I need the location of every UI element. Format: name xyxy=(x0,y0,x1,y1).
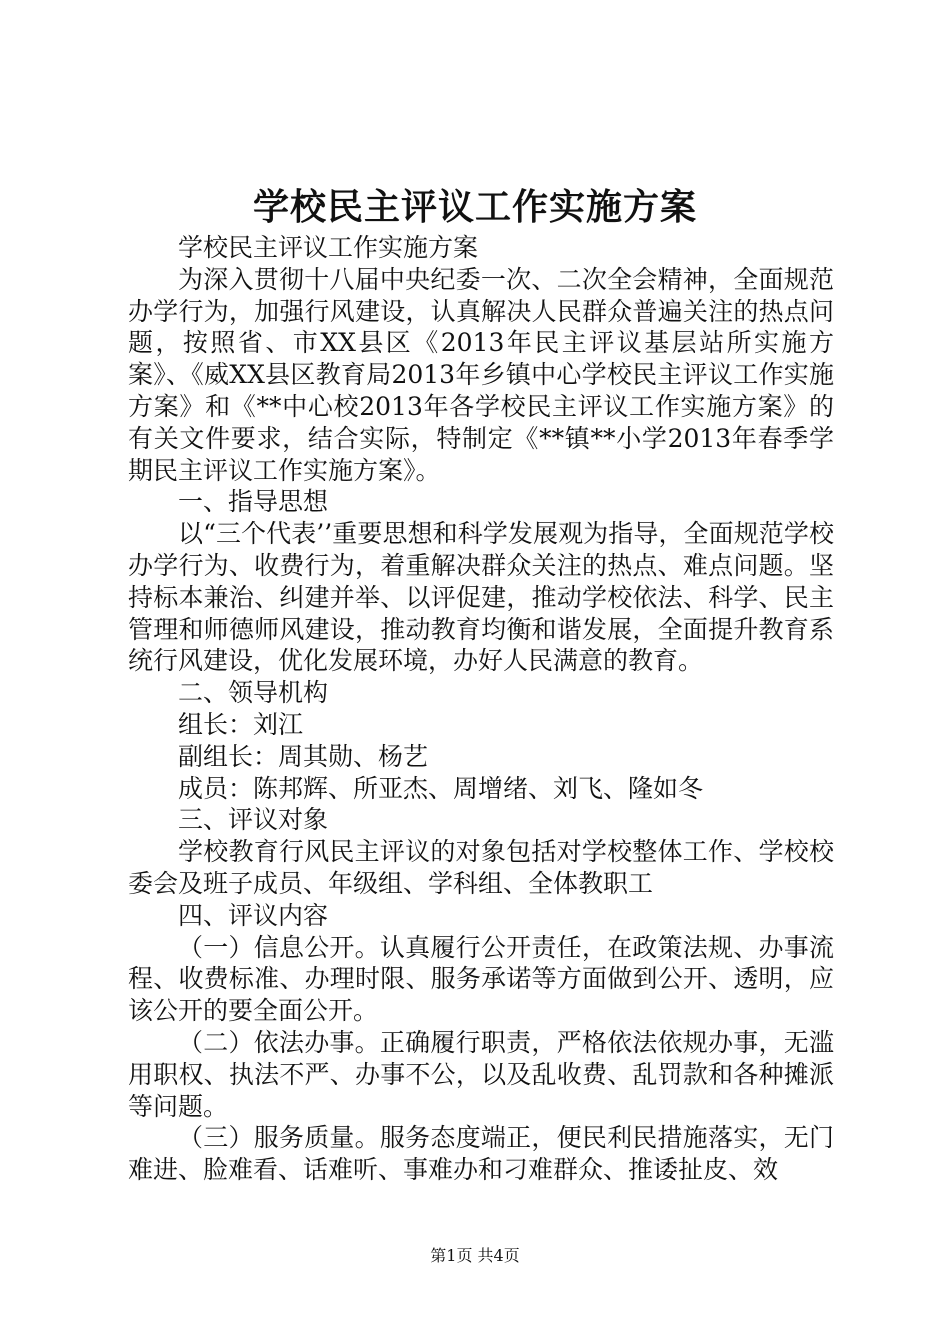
leadership-deputy-leaders: 副组长：周其勋、杨艺 xyxy=(178,741,429,771)
section-heading-guiding-ideology: 一、指导思想 xyxy=(178,487,329,517)
section-heading-review-targets: 三、评议对象 xyxy=(178,805,329,835)
document-title: 学校民主评议工作实施方案 xyxy=(252,186,697,228)
paragraph-service-quality: （三）服务质量。服务态度端正，便民利民措施落实，无门难进、脸难看、话难听、事难办和刁难群众、推诿扯皮、效 xyxy=(128,1123,834,1185)
page-footer: 第1页 共4页 xyxy=(430,1246,520,1265)
paragraph-lawful-conduct: （二）依法办事。正确履行职责，严格依法依规办事，无滥用职权、执法不严、办事不公，以及乱收费、乱罚款和各种摊派等问题。 xyxy=(128,1027,834,1121)
leadership-members: 成员：陈邦辉、所亚杰、周增绪、刘飞、隆如冬 xyxy=(178,773,704,803)
section-heading-leadership: 二、领导机构 xyxy=(178,678,329,708)
leadership-leader: 组长：刘江 xyxy=(178,709,304,739)
paragraph-intro: 为深入贯彻十八届中央纪委一次、二次全会精神，全面规范办学行为，加强行风建设，认真解决人民群众普遍关注的热点问题，按照省、市XX县区《2013年民主评议基层站所实施方案》、《威XX县区教育局2013年乡镇中心学校民主评议工作实施方案》和《**中心校2013年各学校民主评议工作实施方案》的有关文件要求，结合实际，特制定《**镇**小学2013年春季学期民主评议工作实施方案》。 xyxy=(128,264,834,485)
document-body xyxy=(128,232,834,1186)
paragraph-subtitle: 学校民主评议工作实施方案 xyxy=(178,233,479,262)
paragraph-guiding-ideology: 以“三个代表’’重要思想和科学发展观为指导，全面规范学校办学行为、收费行为，着重解决群众关注的热点、难点问题。坚持标本兼治、纠建并举、以评促建，推动学校依法、科学、民主管理和师德师风建设，推动教育均衡和谐发展，全面提升教育系统行风建设，优化发展环境，办好人民满意的教育。 xyxy=(128,519,834,676)
section-heading-review-content: 四、评议内容 xyxy=(178,900,329,930)
paragraph-review-targets: 学校教育行风民主评议的对象包括对学校整体工作、学校校委会及班子成员、年级组、学科组、全体教职工 xyxy=(128,837,834,898)
paragraph-info-disclosure: （一）信息公开。认真履行公开责任，在政策法规、办事流程、收费标准、办理时限、服务承诺等方面做到公开、透明，应该公开的要全面公开。 xyxy=(128,932,834,1026)
